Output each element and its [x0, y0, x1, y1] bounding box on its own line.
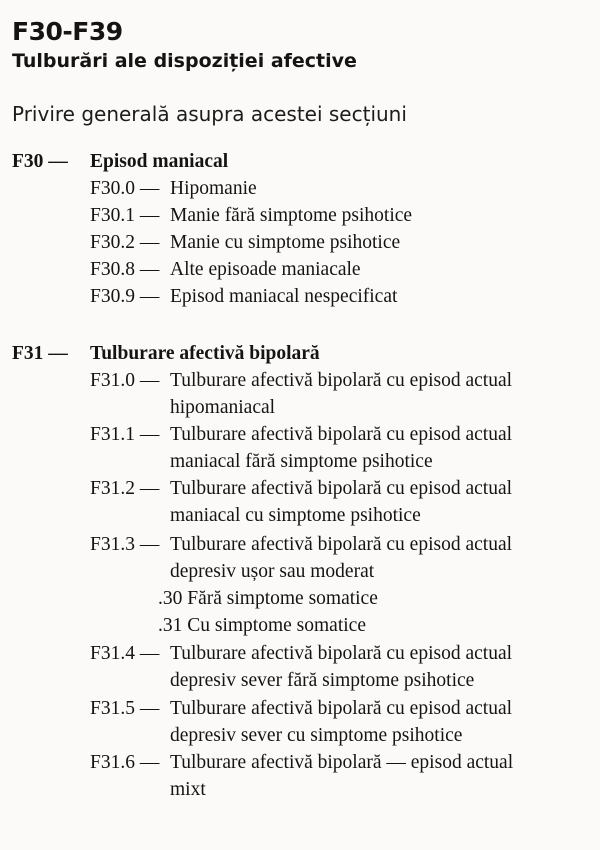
- subcode: F30.9 —: [90, 286, 160, 307]
- section-title: Tulburare afectivă bipolară: [90, 343, 320, 364]
- subcode: F31.6 —: [90, 752, 160, 773]
- subcode-text: Tulburare afectivă bipolară cu episod actual: [170, 478, 513, 499]
- subcode: F31.5 —: [90, 698, 160, 719]
- subcode: F30.2 —: [90, 232, 160, 253]
- subcode-text: Tulburare afectivă bipolară cu episod actual: [170, 643, 513, 664]
- subcode-text: Tulburare afectivă bipolară cu episod actual: [170, 534, 513, 555]
- subcode: F31.4 —: [90, 643, 160, 664]
- section-code: F30 —: [12, 151, 68, 172]
- subcode-text-continuation: depresiv sever fără simptome psihotice: [170, 670, 475, 691]
- subcode: F31.1 —: [90, 424, 160, 445]
- subcode: F31.3 —: [90, 534, 160, 555]
- section-code: F31 —: [12, 343, 68, 364]
- section-title: Episod maniacal: [90, 151, 229, 172]
- subcode-text: Tulburare afectivă bipolară cu episod actual: [170, 698, 513, 719]
- subcode-text: Tulburare afectivă bipolară cu episod actual: [170, 370, 513, 391]
- subcode: F31.0 —: [90, 370, 160, 391]
- subcode-text: Hipomanie: [170, 178, 257, 199]
- subcode-text-continuation: depresiv ușor sau moderat: [170, 561, 375, 582]
- subcode-text: Tulburare afectivă bipolară — episod actual: [170, 752, 514, 773]
- chapter-title: Tulburări ale dispoziției afective: [12, 50, 357, 72]
- subcode-text-continuation: depresiv sever cu simptome psihotice: [170, 725, 463, 746]
- subcode: F30.1 —: [90, 205, 160, 226]
- subcode-text: Tulburare afectivă bipolară cu episod actual: [170, 424, 513, 445]
- subcode-text-continuation: mixt: [170, 779, 206, 800]
- subcode-text: Manie cu simptome psihotice: [170, 232, 401, 253]
- subcode-detail: .30 Fără simptome somatice: [158, 588, 378, 609]
- subcode-text-continuation: maniacal fără simptome psihotice: [170, 451, 433, 472]
- subcode-text-continuation: maniacal cu simptome psihotice: [170, 505, 421, 526]
- chapter-range: F30-F39: [12, 17, 123, 46]
- subcode-text-continuation: hipomaniacal: [170, 397, 276, 418]
- subcode: F30.0 —: [90, 178, 160, 199]
- subcode: F31.2 —: [90, 478, 160, 499]
- subcode-text: Episod maniacal nespecificat: [170, 286, 398, 307]
- subcode: F30.8 —: [90, 259, 160, 280]
- subcode-text: Alte episoade maniacale: [170, 259, 361, 280]
- subcode-detail: .31 Cu simptome somatice: [158, 615, 366, 636]
- section-overview-heading: Privire generală asupra acestei secțiuni: [12, 102, 407, 126]
- subcode-text: Manie fără simptome psihotice: [170, 205, 413, 226]
